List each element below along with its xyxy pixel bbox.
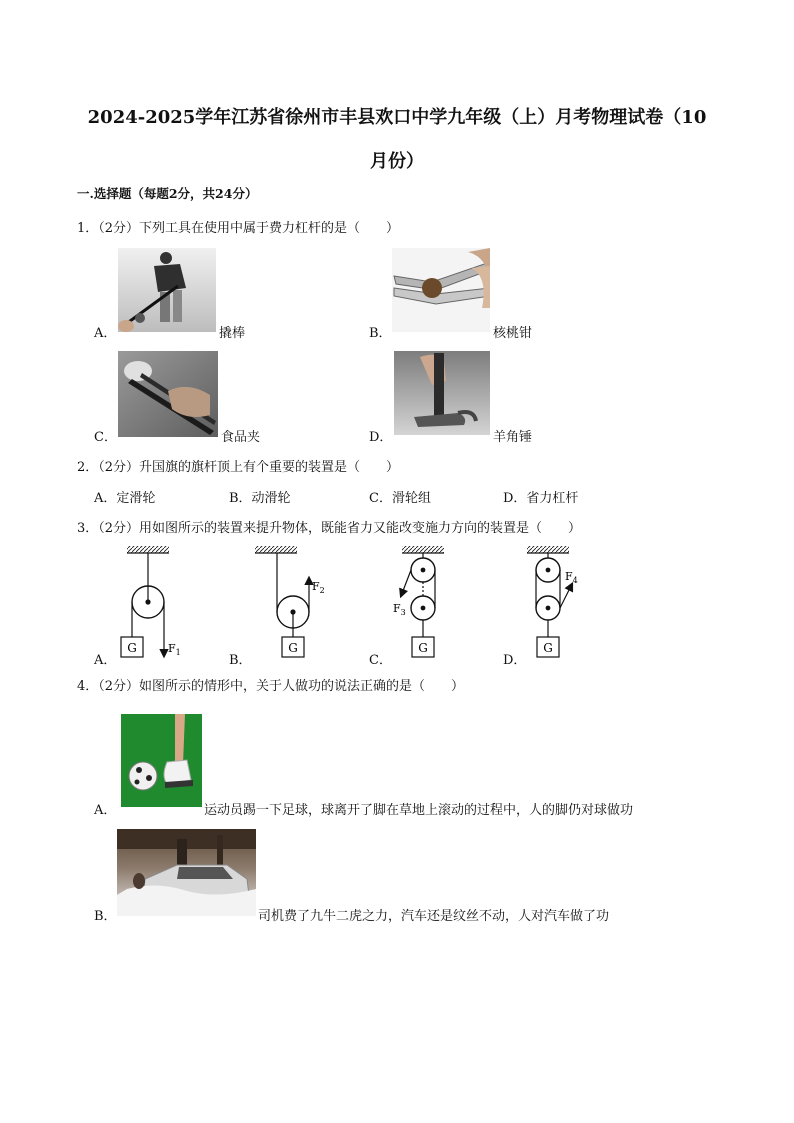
q4-option-a-photo xyxy=(121,714,202,807)
q1-option-b-photo xyxy=(392,248,490,332)
q4-option-b-photo xyxy=(117,829,256,916)
question-1-stem: 1．（2分）下列工具在使用中属于费力杠杆的是（ ） xyxy=(77,221,400,236)
pulley-diagrams xyxy=(0,540,794,670)
title-line-1: 2024-2025学年江苏省徐州市丰县欢口中学九年级（上）月考物理试卷（10 xyxy=(87,107,707,128)
q1-option-a-photo xyxy=(118,248,216,332)
force-f2-label: $F_2$ xyxy=(312,580,325,595)
q1-option-b-letter: B． xyxy=(369,326,392,341)
pulley-c-box-label: G xyxy=(418,641,428,655)
paper-title xyxy=(60,96,734,184)
q1-option-b-caption: 核桃钳 xyxy=(493,326,533,341)
pulley-b xyxy=(255,546,325,657)
q1-option-c-photo xyxy=(118,351,218,437)
q1-option-c-caption: 食品夹 xyxy=(221,430,261,445)
q4-option-a-letter: A． xyxy=(94,803,117,818)
q1-option-d-letter: D． xyxy=(369,430,393,445)
q1-option-c-letter: C． xyxy=(94,430,117,445)
question-3-stem: 3．（2分）用如图所示的装置来提升物体，既能省力又能改变施力方向的装置是（ ） xyxy=(77,521,582,536)
pulley-d-box-label: G xyxy=(543,641,553,655)
q1-option-a-letter: A． xyxy=(94,326,117,341)
force-f4-label: $F_4$ xyxy=(565,570,578,585)
force-f3-label: $F_3$ xyxy=(393,602,406,617)
section-heading: 一.选择题（每题2分，共24分） xyxy=(77,186,258,201)
q2-option-b: B．动滑轮 xyxy=(229,491,291,506)
q2-option-a: A．定滑轮 xyxy=(94,491,156,506)
pulley-a xyxy=(121,546,181,657)
q4-option-b-text: 司机费了九牛二虎之力，汽车还是纹丝不动，人对汽车做了功 xyxy=(258,909,610,924)
q4-option-b-letter: B． xyxy=(94,909,117,924)
title-line-2: 月份） xyxy=(370,151,424,172)
q3-option-b-letter: B． xyxy=(229,653,252,668)
force-f1-label: $F_1$ xyxy=(168,642,181,657)
q1-option-d-caption: 羊角锤 xyxy=(493,430,533,445)
pulley-c xyxy=(393,546,444,657)
question-2-stem: 2．（2分）升国旗的旗杆顶上有个重要的装置是（ ） xyxy=(77,460,400,475)
q4-option-a-text: 运动员踢一下足球，球离开了脚在草地上滚动的过程中，人的脚仍对球做功 xyxy=(204,803,634,818)
q2-option-c: C．滑轮组 xyxy=(369,491,431,506)
q1-option-a-caption: 撬棒 xyxy=(219,326,246,341)
question-4-stem: 4．（2分）如图所示的情形中，关于人做功的说法正确的是（ ） xyxy=(77,679,465,694)
q1-option-d-photo xyxy=(394,351,490,435)
pulley-a-box-label: G xyxy=(127,641,137,655)
q2-option-d: D．省力杠杆 xyxy=(503,491,579,506)
q3-option-d-letter: D． xyxy=(503,653,527,668)
q3-option-a-letter: A． xyxy=(94,653,117,668)
pulley-d xyxy=(527,546,578,657)
q3-option-c-letter: C． xyxy=(369,653,392,668)
pulley-b-box-label: G xyxy=(288,641,298,655)
